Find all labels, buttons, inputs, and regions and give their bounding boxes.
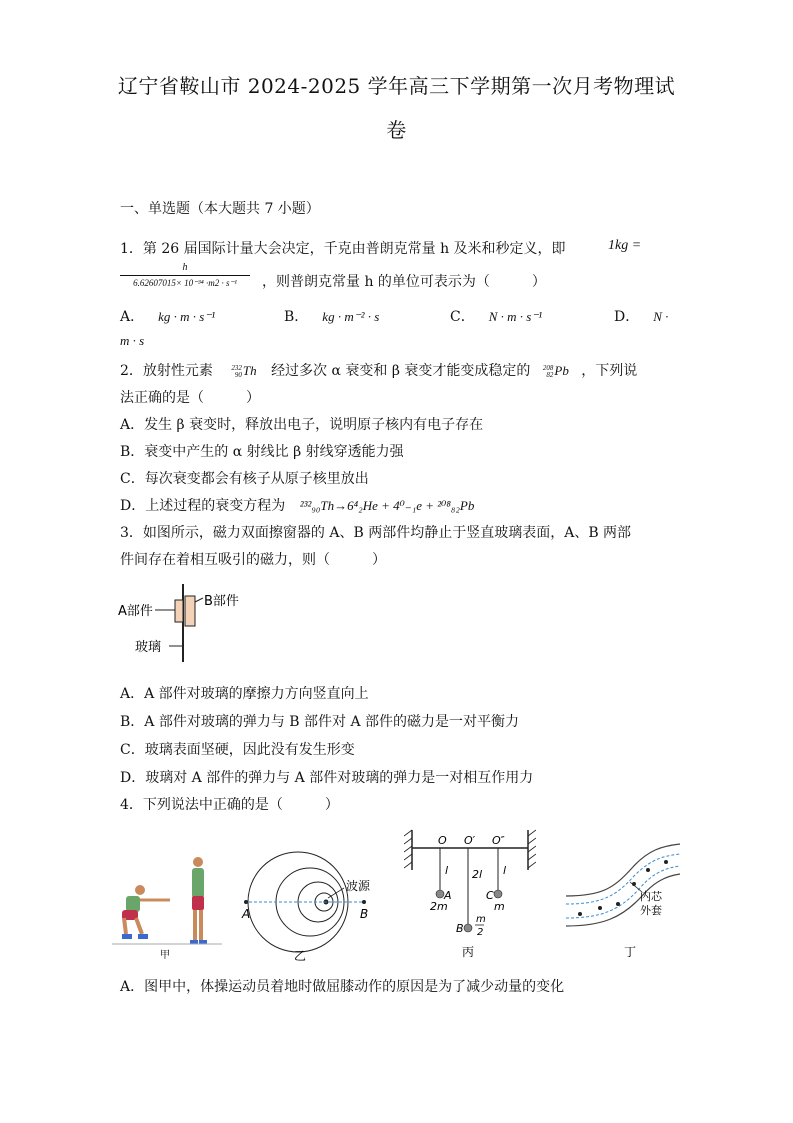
fig-label-wave-source: 波源: [346, 879, 371, 893]
q4-figure-yi: [236, 848, 386, 963]
q1-option-d: D． N ·: [614, 309, 669, 325]
fig-label-inner: 内芯: [640, 890, 662, 903]
q2-text-wrap: 法正确的是（ ）: [120, 390, 260, 406]
fig-label-bing: 丙: [462, 945, 475, 959]
q2-nuclide-th: 232 90Th: [231, 363, 257, 380]
pendulum-ball-b: [464, 924, 472, 932]
fig-label-l3: l: [503, 864, 507, 877]
q3-option-d: D．玻璃对 A 部件的弹力与 A 部件对玻璃的弹力是一对相互作用力: [120, 770, 534, 786]
q1-text: 1．第 26 届国际计量大会决定，千克由普朗克常量 h 及米和秒定义，即: [120, 241, 566, 257]
page-title-line2: 卷: [386, 118, 407, 142]
fig-label-o-prime: O′: [464, 834, 476, 847]
q3-part-a: [175, 600, 183, 622]
q1-frac-line: [120, 275, 250, 276]
standing-athlete: [190, 857, 207, 944]
fig-label-ball-b: B: [456, 922, 464, 935]
q2-option-d: D．上述过程的衰变方程为 ²³²₉₀Th→6⁴₂He + 4⁰₋₁e + ²⁰⁸₈₂Pb: [120, 498, 475, 514]
q1-fraction: [120, 262, 250, 289]
fig-label-ball-a: A: [444, 889, 452, 902]
q3-text-line2: 件间存在着相互吸引的磁力，则（ ）: [120, 552, 386, 568]
fig-label-jia: 甲: [160, 950, 170, 961]
fig-label-o-double-prime: O″: [492, 834, 505, 847]
q2-nuclide-pb: 208 82Pb: [542, 363, 569, 380]
q1-option-d-wrap: m · s: [120, 333, 145, 348]
fig-label-2l: 2l: [472, 868, 483, 881]
fig-label-mass-c: m: [494, 900, 505, 913]
q4-figure-jia: [112, 852, 222, 962]
page-title-line1: 辽宁省鞍山市 2024-2025 学年高三下学期第一次月考物理试: [117, 74, 676, 98]
q2-option-b: B．衰变中产生的 α 射线比 β 射线穿透能力强: [120, 444, 404, 460]
q1-option-b: B． kg · m⁻² · s: [284, 309, 380, 325]
fig-label-mass-b-num: m: [476, 914, 486, 925]
q1-frac-den: 6.62607015× 10⁻³⁴ ·m2 · s⁻¹: [133, 278, 237, 288]
fig-label-point-b: B: [360, 907, 369, 921]
q4-option-a: A．图甲中，体操运动员着地时做屈膝动作的原因是为了减少动量的变化: [120, 979, 565, 995]
pendulum-ball-a: [436, 890, 444, 898]
q3-part-b: [185, 596, 195, 626]
fig-label-o: O: [438, 834, 447, 847]
squatting-athlete: [122, 885, 170, 939]
section-heading: 一、单选题（本大题共 7 小题）: [120, 201, 320, 217]
q1-frac-num: h: [182, 262, 188, 273]
fig-label-ding: 丁: [624, 945, 637, 959]
q3-option-b: B．A 部件对玻璃的弹力与 B 部件对 A 部件的磁力是一对平衡力: [120, 714, 520, 730]
q4-text: 4．下列说法中正确的是（ ）: [120, 797, 339, 813]
pendulum-ball-c: [494, 890, 502, 898]
q3-text-line1: 3．如图所示，磁力双面擦窗器的 A、B 两部件均静止于竖直玻璃表面，A、B 两部: [120, 525, 632, 541]
fig-label-mass-a: 2m: [430, 900, 448, 913]
q1-option-a: A． kg · m · s⁻¹: [120, 309, 216, 325]
q4-figure-ding: [562, 838, 682, 963]
q2-text: 2．放射性元素 232 90Th 经过多次 α 衰变和 β 衰变才能变成稳定的 208 82Pb ，下列说: [120, 363, 638, 380]
q1-tail: ，则普朗克常量 h 的单位可表示为（ ）: [262, 274, 546, 290]
q2-option-a: A．发生 β 衰变时，释放出电子，说明原子核内有电子存在: [120, 417, 484, 433]
q2-option-c: C．每次衰变都会有核子从原子核里放出: [120, 471, 369, 487]
q4-figure-bing: [404, 826, 536, 964]
fig-label-mass-b-den: 2: [477, 927, 484, 938]
q3-label-a: A部件: [118, 604, 153, 619]
q3-label-b: B部件: [204, 594, 239, 609]
q3-label-glass: 玻璃: [135, 640, 162, 655]
q1-option-c: C． N · m · s⁻¹: [450, 309, 543, 325]
q3-figure: [115, 580, 255, 665]
fig-label-outer: 外套: [640, 904, 662, 917]
fig-label-l1: l: [445, 864, 449, 877]
q1-eq-lhs: 1kg =: [608, 238, 642, 253]
fig-label-point-a: A: [242, 907, 251, 921]
q2-decay-equation: ²³²₉₀Th→6⁴₂He + 4⁰₋₁e + ²⁰⁸₈₂Pb: [299, 498, 475, 513]
fig-label-ball-c: C: [486, 889, 494, 902]
q3-option-a: A．A 部件对玻璃的摩擦力方向竖直向上: [120, 686, 369, 702]
q3-option-c: C．玻璃表面坚硬，因此没有发生形变: [120, 742, 355, 758]
fig-label-yi: 乙: [294, 949, 307, 963]
